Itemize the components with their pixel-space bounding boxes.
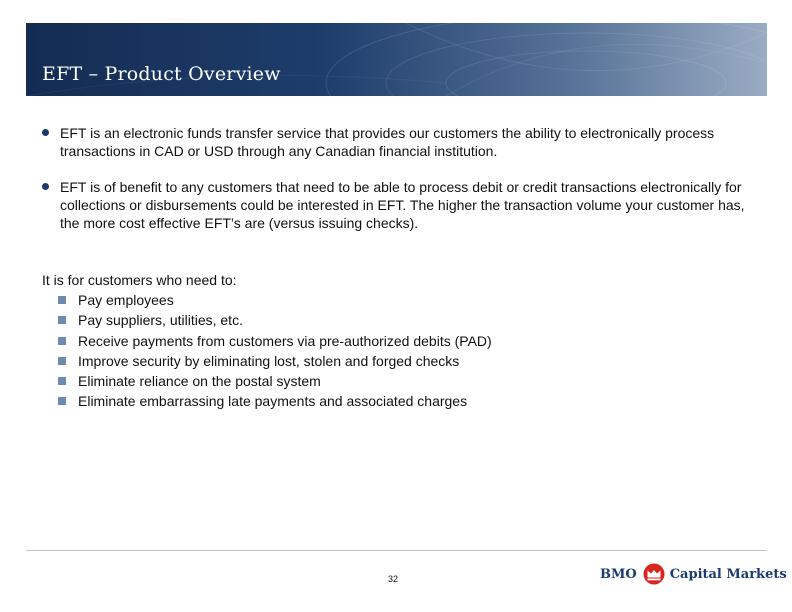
logo-capital-markets-text: Capital Markets (669, 566, 787, 582)
needs-intro: It is for customers who need to: (42, 272, 237, 288)
slide-content (42, 124, 762, 412)
list-item-text: Pay suppliers, utilities, etc. (78, 312, 243, 329)
square-bullet-icon (58, 357, 66, 365)
banner-globe-graphic (26, 23, 767, 96)
list-item (42, 351, 762, 371)
bullet-text: EFT is of benefit to any customers that need to be able to process debit or credit transactions electronically for collections or disbursements could be interested in EFT. The higher the transaction volume your customer has, the more cost effective EFT’s are (versus issuing checks). (60, 179, 745, 231)
page-number: 32 (388, 574, 399, 584)
list-item (42, 310, 762, 330)
title-banner (26, 23, 767, 96)
square-bullet-icon (58, 296, 66, 304)
list-item-text: Eliminate reliance on the postal system (78, 373, 321, 390)
footer-divider (26, 550, 767, 551)
square-bullet-icon (58, 377, 66, 385)
bullet-dot-icon (42, 129, 49, 136)
list-item (42, 290, 762, 310)
logo-bmo-text: BMO (600, 566, 637, 582)
list-item-text: Eliminate embarrassing late payments and associated charges (78, 393, 468, 410)
slide-title: EFT – Product Overview (42, 63, 281, 85)
bullet-item (42, 124, 762, 160)
list-item-text: Pay employees (78, 292, 174, 308)
square-bullet-icon (58, 397, 66, 405)
needs-list (42, 290, 762, 412)
bmo-capital-markets-logo (600, 559, 787, 589)
list-item-text: Receive payments from customers via pre-authorized debits (PAD) (78, 332, 492, 349)
bullet-item (42, 178, 762, 232)
list-item-text: Improve security by eliminating lost, stolen and forged checks (78, 352, 460, 369)
list-item (42, 391, 762, 411)
square-bullet-icon (58, 316, 66, 324)
list-item (42, 331, 762, 351)
bmo-roundel-icon (643, 563, 665, 585)
bullet-text: EFT is an electronic funds transfer service that provides our customers the ability to electronically process transactions in CAD or USD through any Canadian financial institution. (60, 125, 715, 159)
bullet-dot-icon (42, 183, 49, 190)
square-bullet-icon (58, 337, 66, 345)
list-item (42, 371, 762, 391)
